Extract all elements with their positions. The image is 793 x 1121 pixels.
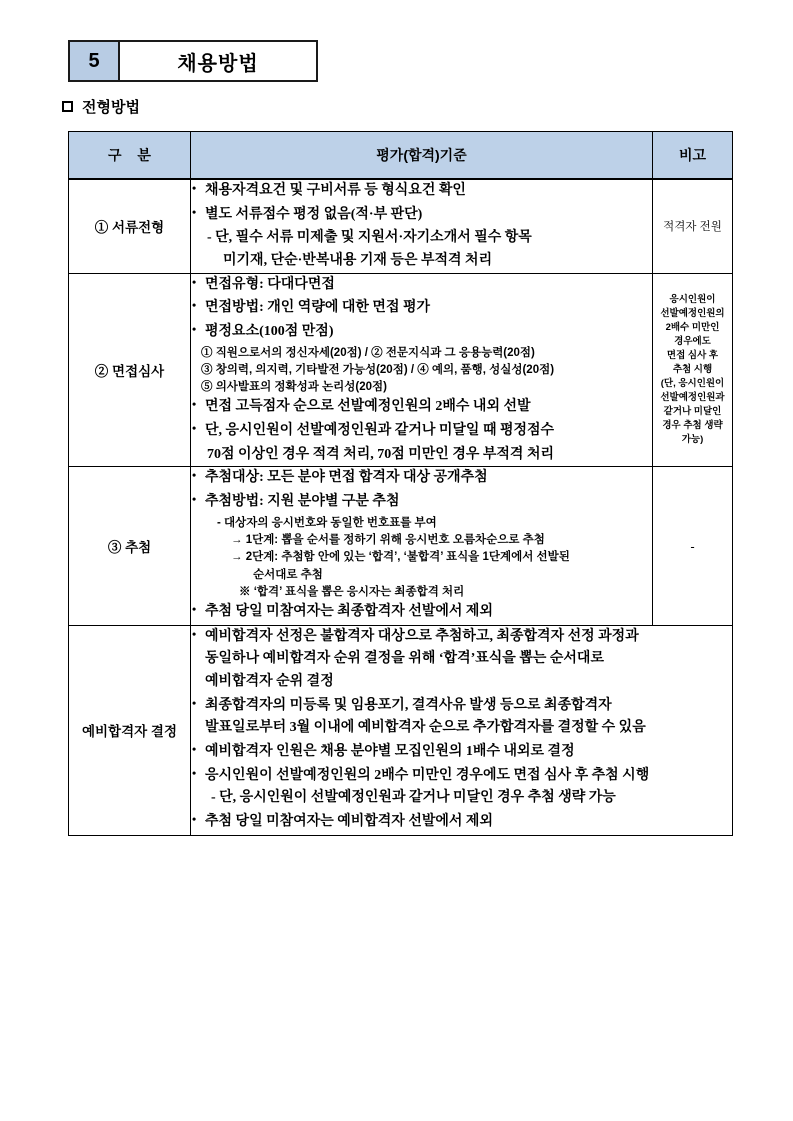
note-line: 같거나 미달인 (663, 406, 722, 418)
list-item-text: 최종합격자의 미등록 및 임용포기, 결격사유 발생 등으로 최종합격자 (205, 697, 612, 713)
score-item-line: ① 직원으로서의 정신자세(20점) / ② 전문지식과 그 응용능력(20점) (201, 346, 535, 359)
note-line: 면접 심사 후 (666, 350, 719, 361)
column-header-division-label: 구 분 (108, 147, 157, 163)
list-item-text: 응시인원이 선발예정인원의 2배수 미만인 경우에도 면접 심사 후 추첨 시행 (205, 767, 650, 783)
sub-line: - 단, 필수 서류 미제출 및 지원서·자기소개서 필수 항목 (207, 230, 532, 246)
list-item (191, 626, 732, 694)
note-line: 경우 추첨 생략 (662, 420, 723, 432)
list-item: • 별도 서류점수 평정 없음(적·부 판단) (191, 204, 652, 227)
row-criteria-interview (191, 273, 653, 467)
list-item: • 예비합격자 인원은 채용 분야별 모집인원의 1배수 내외로 결정 (191, 741, 732, 764)
note-line: 선발예정인원의 (660, 307, 725, 319)
row-criteria-lottery (191, 467, 653, 625)
list-item: • 채용자격요건 및 구비서류 등 형식요건 확인 (191, 180, 652, 203)
list-item: • 면접방법: 개인 역량에 대한 면접 평가 (191, 297, 652, 320)
table-header-row (69, 132, 733, 180)
continuation-line: 70점 이상인 경우 적격 처리, 70점 미만인 경우 부적격 처리 (207, 446, 555, 462)
list-item: • 추첨방법: 지원 분야별 구분 추첨 (191, 491, 652, 514)
list-item: • 추첨 당일 미참여자는 최종합격자 선발에서 제외 (191, 601, 652, 624)
column-header-division (69, 132, 191, 180)
row-criteria-document-screening (191, 179, 653, 273)
row-note-lottery: - (653, 467, 733, 625)
table-row (69, 625, 733, 835)
list-item-text: 예비합격자 선정은 불합격자 대상으로 추첨하고, 최종합격자 선정 과정과 (205, 628, 639, 644)
list-item (191, 765, 732, 810)
section-number: 5 (70, 42, 120, 80)
criteria-list (191, 467, 652, 513)
detail-line: - 대상자의 응시번호와 동일한 번호표를 부여 (217, 516, 437, 529)
row-criteria-waitlist (191, 625, 733, 835)
list-item: • 단, 응시인원이 선발예정인원과 같거나 미달일 때 평정점수 (191, 420, 652, 443)
criteria-list (191, 180, 652, 226)
section-header-banner (68, 40, 318, 82)
sub-line: - 단, 응시인원이 선발예정인원과 같거나 미달인 경우 추첨 생략 가능 (211, 790, 616, 806)
list-item: • 추첨 당일 미참여자는 예비합격자 선발에서 제외 (191, 811, 732, 834)
note-line: 경우에도 (674, 335, 711, 347)
continuation-line: 예비합격자 순위 결정 (205, 674, 334, 690)
list-item: • 면접유형: 다대다면접 (191, 274, 652, 297)
list-item: • 평정요소(100점 만점) (191, 321, 652, 344)
continuation-line: 발표일로부터 3월 이내에 예비합격자 순으로 추가합격자를 결정할 수 있음 (205, 720, 646, 736)
row-label-document-screening: ① 서류전형 (69, 179, 191, 273)
detail-line: 순서대로 추첨 (253, 568, 323, 581)
note-line: 가능) (681, 434, 704, 446)
continuation-line: 동일하나 예비합격자 순위 결정을 위해 ‘합격’표식을 뽑는 순서대로 (205, 651, 604, 667)
table-row (69, 467, 733, 625)
table-body (69, 179, 733, 835)
table-row (69, 273, 733, 467)
score-item-line: ⑤ 의사발표의 정확성과 논리성(20점) (201, 381, 387, 394)
criteria-list-2 (191, 396, 652, 442)
note-line: (단, 응시인원이 (660, 378, 725, 390)
note-line: 추첨 시행 (672, 364, 713, 376)
criteria-list (191, 274, 652, 344)
table-row (69, 179, 733, 273)
row-note-document-screening: 적격자 전원 (653, 179, 733, 273)
page-title: 채용방법 (120, 42, 316, 80)
score-item-line: ③ 창의력, 의지력, 기타발전 가능성(20점) / ④ 예의, 품행, 성실성(20점) (201, 363, 555, 376)
note-line: 응시인원이 (669, 293, 716, 305)
column-header-note: 비고 (653, 132, 733, 180)
subsection-heading (62, 96, 140, 117)
selection-method-table (68, 131, 733, 836)
note-line: 2배수 미만인 (665, 321, 720, 333)
row-note-interview (653, 273, 733, 467)
column-header-criteria: 평가(합격)기준 (191, 132, 653, 180)
detail-line: ※ ‘합격’ 표식을 뽑은 응시자는 최종합격 처리 (239, 585, 465, 598)
list-item: • 추첨대상: 모든 분야 면접 합격자 대상 공개추첨 (191, 467, 652, 490)
row-label-waitlist: 예비합격자 결정 (69, 625, 191, 835)
note-line: 선발예정인원과 (660, 392, 725, 404)
subsection-label: 전형방법 (82, 99, 140, 116)
list-item (191, 695, 732, 740)
sub-line: 미기재, 단순·반복내용 기재 등은 부적격 처리 (223, 253, 493, 269)
criteria-list-2 (191, 601, 652, 624)
list-item: • 면접 고득점자 순으로 선발예정인원의 2배수 내외 선발 (191, 396, 652, 419)
row-label-lottery: ③ 추첨 (69, 467, 191, 625)
criteria-list (191, 626, 732, 834)
detail-line: → 1단계: 뽑을 순서를 정하기 위해 응시번호 오름차순으로 추첨 (231, 534, 545, 547)
detail-line: → 2단계: 추첨함 안에 있는 ‘합격’, ‘불합격’ 표식을 1단계에서 선발된 (231, 551, 570, 564)
square-marker-icon (62, 101, 73, 112)
row-label-interview: ② 면접심사 (69, 273, 191, 467)
